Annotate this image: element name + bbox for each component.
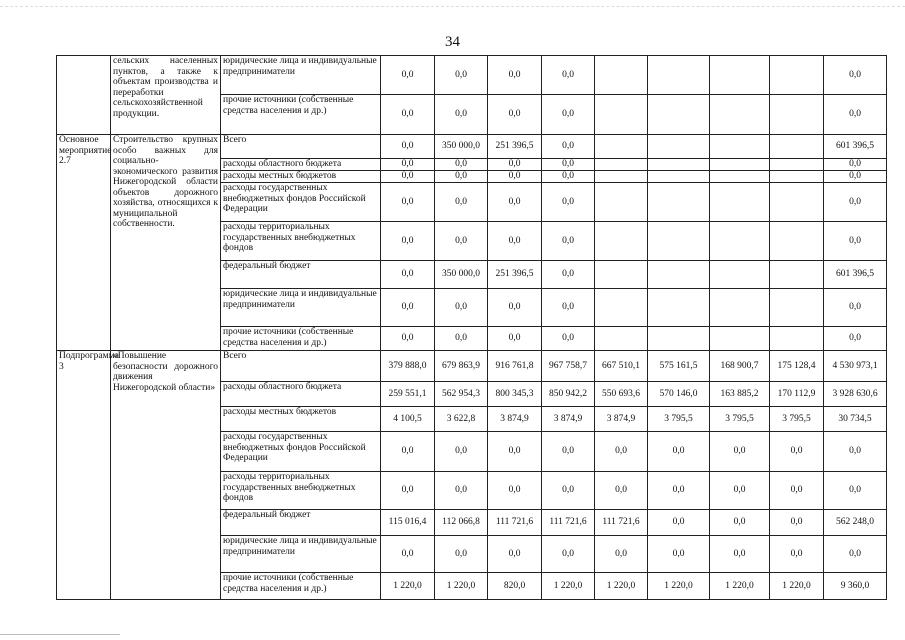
table-row bbox=[57, 351, 887, 382]
value-cell: 0,0 bbox=[648, 432, 710, 472]
value-cell: 0,0 bbox=[710, 472, 770, 510]
value-cell: 0,0 bbox=[710, 536, 770, 573]
value-cell bbox=[710, 327, 770, 351]
value-cell: 3 874,9 bbox=[488, 407, 542, 432]
funding-source-cell: юридические лица и индивидуальные предприниматели bbox=[221, 289, 381, 327]
funding-source-cell: расходы территориальных государственных внебюджетных фондов bbox=[221, 222, 381, 261]
value-cell: 0,0 bbox=[824, 222, 887, 261]
funding-source-cell: расходы местных бюджетов bbox=[221, 171, 381, 183]
value-cell bbox=[648, 171, 710, 183]
value-cell: 251 396,5 bbox=[488, 135, 542, 159]
value-cell: 0,0 bbox=[542, 95, 595, 135]
value-cell: 0,0 bbox=[435, 159, 488, 171]
value-cell: 570 146,0 bbox=[648, 382, 710, 407]
funding-source-cell: расходы областного бюджета bbox=[221, 382, 381, 407]
value-cell: 0,0 bbox=[435, 289, 488, 327]
value-cell: 1 220,0 bbox=[648, 573, 710, 600]
footer-line bbox=[0, 634, 120, 635]
value-cell: 0,0 bbox=[824, 159, 887, 171]
value-cell: 0,0 bbox=[542, 183, 595, 222]
value-cell: 0,0 bbox=[824, 432, 887, 472]
value-cell: 0,0 bbox=[435, 432, 488, 472]
value-cell: 0,0 bbox=[542, 171, 595, 183]
value-cell bbox=[770, 183, 824, 222]
value-cell: 350 000,0 bbox=[435, 135, 488, 159]
description-cell: сельских населенных пунктов, а также к объектам производства и переработки сельскохозяйственной продукции. bbox=[111, 56, 221, 135]
value-cell: 0,0 bbox=[542, 327, 595, 351]
value-cell: 0,0 bbox=[435, 183, 488, 222]
funding-source-cell: расходы государственных внебюджетных фондов Российской Федерации bbox=[221, 432, 381, 472]
value-cell: 575 161,5 bbox=[648, 351, 710, 382]
value-cell: 601 396,5 bbox=[824, 135, 887, 159]
value-cell: 0,0 bbox=[381, 289, 435, 327]
program-cell bbox=[57, 56, 111, 135]
value-cell: 820,0 bbox=[488, 573, 542, 600]
value-cell: 0,0 bbox=[435, 171, 488, 183]
value-cell: 1 220,0 bbox=[542, 573, 595, 600]
value-cell bbox=[648, 159, 710, 171]
funding-source-cell: расходы областного бюджета bbox=[221, 159, 381, 171]
value-cell bbox=[710, 135, 770, 159]
value-cell: 0,0 bbox=[824, 472, 887, 510]
value-cell bbox=[770, 95, 824, 135]
value-cell bbox=[648, 135, 710, 159]
value-cell: 0,0 bbox=[488, 432, 542, 472]
funding-source-cell: прочие источники (собственные средства населения и др.) bbox=[221, 95, 381, 135]
value-cell: 562 954,3 bbox=[435, 382, 488, 407]
value-cell: 115 016,4 bbox=[381, 510, 435, 536]
value-cell: 0,0 bbox=[824, 183, 887, 222]
value-cell: 0,0 bbox=[710, 432, 770, 472]
value-cell bbox=[710, 261, 770, 289]
value-cell bbox=[595, 95, 648, 135]
value-cell: 0,0 bbox=[542, 472, 595, 510]
table-row bbox=[57, 56, 887, 95]
value-cell bbox=[595, 56, 648, 95]
value-cell bbox=[648, 222, 710, 261]
value-cell: 967 758,7 bbox=[542, 351, 595, 382]
value-cell: 0,0 bbox=[824, 56, 887, 95]
value-cell: 3 928 630,6 bbox=[824, 382, 887, 407]
value-cell bbox=[770, 222, 824, 261]
value-cell: 0,0 bbox=[824, 171, 887, 183]
value-cell bbox=[710, 171, 770, 183]
value-cell: 679 863,9 bbox=[435, 351, 488, 382]
funding-source-cell: юридические лица и индивидуальные предприниматели bbox=[221, 56, 381, 95]
value-cell: 0,0 bbox=[648, 510, 710, 536]
value-cell: 9 360,0 bbox=[824, 573, 887, 600]
value-cell: 800 345,3 bbox=[488, 382, 542, 407]
value-cell: 0,0 bbox=[435, 327, 488, 351]
value-cell: 0,0 bbox=[381, 536, 435, 573]
value-cell: 3 795,5 bbox=[648, 407, 710, 432]
value-cell bbox=[770, 56, 824, 95]
value-cell: 0,0 bbox=[488, 222, 542, 261]
value-cell: 601 396,5 bbox=[824, 261, 887, 289]
value-cell: 0,0 bbox=[542, 432, 595, 472]
value-cell: 350 000,0 bbox=[435, 261, 488, 289]
value-cell: 0,0 bbox=[381, 95, 435, 135]
value-cell: 0,0 bbox=[381, 183, 435, 222]
value-cell: 0,0 bbox=[542, 56, 595, 95]
description-cell: «Повышение безопасности дорожного движения Нижегородской области» bbox=[111, 351, 221, 600]
value-cell bbox=[595, 135, 648, 159]
funding-source-cell: юридические лица и индивидуальные предприниматели bbox=[221, 536, 381, 573]
value-cell bbox=[595, 183, 648, 222]
value-cell bbox=[770, 171, 824, 183]
value-cell bbox=[770, 289, 824, 327]
value-cell: 0,0 bbox=[488, 56, 542, 95]
value-cell: 0,0 bbox=[648, 536, 710, 573]
value-cell: 0,0 bbox=[542, 261, 595, 289]
value-cell: 562 248,0 bbox=[824, 510, 887, 536]
value-cell: 0,0 bbox=[542, 159, 595, 171]
value-cell: 0,0 bbox=[488, 536, 542, 573]
value-cell: 3 874,9 bbox=[595, 407, 648, 432]
funding-source-cell: Всего bbox=[221, 135, 381, 159]
value-cell bbox=[648, 289, 710, 327]
value-cell: 0,0 bbox=[381, 432, 435, 472]
value-cell: 0,0 bbox=[542, 289, 595, 327]
value-cell: 111 721,6 bbox=[542, 510, 595, 536]
value-cell: 0,0 bbox=[595, 432, 648, 472]
budget-table bbox=[56, 55, 887, 600]
value-cell: 0,0 bbox=[648, 472, 710, 510]
value-cell: 0,0 bbox=[824, 536, 887, 573]
value-cell: 379 888,0 bbox=[381, 351, 435, 382]
value-cell: 0,0 bbox=[381, 327, 435, 351]
value-cell: 0,0 bbox=[381, 56, 435, 95]
value-cell bbox=[710, 56, 770, 95]
value-cell bbox=[595, 261, 648, 289]
value-cell: 111 721,6 bbox=[488, 510, 542, 536]
value-cell bbox=[595, 289, 648, 327]
value-cell: 0,0 bbox=[381, 171, 435, 183]
value-cell: 0,0 bbox=[488, 289, 542, 327]
value-cell bbox=[770, 261, 824, 289]
value-cell: 30 734,5 bbox=[824, 407, 887, 432]
funding-source-cell: федеральный бюджет bbox=[221, 261, 381, 289]
value-cell: 0,0 bbox=[488, 472, 542, 510]
value-cell: 0,0 bbox=[488, 183, 542, 222]
value-cell: 850 942,2 bbox=[542, 382, 595, 407]
program-cell: Подпрограмма 3 bbox=[57, 351, 111, 600]
value-cell: 170 112,9 bbox=[770, 382, 824, 407]
value-cell: 0,0 bbox=[710, 510, 770, 536]
value-cell: 0,0 bbox=[435, 222, 488, 261]
value-cell bbox=[595, 327, 648, 351]
value-cell: 0,0 bbox=[435, 56, 488, 95]
value-cell bbox=[595, 222, 648, 261]
value-cell: 0,0 bbox=[488, 95, 542, 135]
value-cell: 0,0 bbox=[770, 472, 824, 510]
value-cell: 3 874,9 bbox=[542, 407, 595, 432]
value-cell bbox=[710, 289, 770, 327]
value-cell: 0,0 bbox=[381, 159, 435, 171]
value-cell bbox=[648, 56, 710, 95]
funding-source-cell: федеральный бюджет bbox=[221, 510, 381, 536]
value-cell: 0,0 bbox=[770, 536, 824, 573]
value-cell: 4 100,5 bbox=[381, 407, 435, 432]
value-cell: 0,0 bbox=[542, 135, 595, 159]
value-cell: 0,0 bbox=[381, 472, 435, 510]
value-cell: 111 721,6 bbox=[595, 510, 648, 536]
value-cell bbox=[648, 95, 710, 135]
value-cell: 0,0 bbox=[542, 536, 595, 573]
value-cell: 1 220,0 bbox=[595, 573, 648, 600]
value-cell: 0,0 bbox=[488, 159, 542, 171]
value-cell bbox=[648, 327, 710, 351]
value-cell: 0,0 bbox=[595, 536, 648, 573]
value-cell: 0,0 bbox=[435, 536, 488, 573]
value-cell: 175 128,4 bbox=[770, 351, 824, 382]
value-cell: 667 510,1 bbox=[595, 351, 648, 382]
value-cell: 1 220,0 bbox=[435, 573, 488, 600]
value-cell bbox=[710, 95, 770, 135]
page-number: 34 bbox=[445, 34, 460, 50]
top-edge-line bbox=[0, 6, 905, 7]
value-cell: 4 530 973,1 bbox=[824, 351, 887, 382]
value-cell: 1 220,0 bbox=[381, 573, 435, 600]
value-cell: 916 761,8 bbox=[488, 351, 542, 382]
value-cell: 0,0 bbox=[770, 510, 824, 536]
funding-source-cell: расходы государственных внебюджетных фондов Российской Федерации bbox=[221, 183, 381, 222]
value-cell bbox=[770, 135, 824, 159]
value-cell bbox=[710, 159, 770, 171]
funding-source-cell: прочие источники (собственные средства населения и др.) bbox=[221, 573, 381, 600]
value-cell: 0,0 bbox=[381, 222, 435, 261]
funding-source-cell: прочие источники (собственные средства населения и др.) bbox=[221, 327, 381, 351]
value-cell bbox=[595, 171, 648, 183]
funding-source-cell: расходы территориальных государственных внебюджетных фондов bbox=[221, 472, 381, 510]
value-cell: 1 220,0 bbox=[710, 573, 770, 600]
value-cell: 550 693,6 bbox=[595, 382, 648, 407]
value-cell: 3 795,5 bbox=[710, 407, 770, 432]
value-cell: 0,0 bbox=[824, 95, 887, 135]
value-cell: 0,0 bbox=[824, 289, 887, 327]
value-cell: 0,0 bbox=[542, 222, 595, 261]
table-row bbox=[57, 135, 887, 159]
value-cell: 0,0 bbox=[435, 472, 488, 510]
value-cell: 0,0 bbox=[488, 171, 542, 183]
program-cell: Основное мероприятие 2.7 bbox=[57, 135, 111, 351]
description-cell: Строительство крупных особо важных для социально-экономического развития Нижегородской области объектов дорожного хозяйства, относящихся к муниципальной собственности. bbox=[111, 135, 221, 351]
value-cell: 0,0 bbox=[381, 135, 435, 159]
value-cell: 168 900,7 bbox=[710, 351, 770, 382]
value-cell: 251 396,5 bbox=[488, 261, 542, 289]
funding-source-cell: Всего bbox=[221, 351, 381, 382]
value-cell: 259 551,1 bbox=[381, 382, 435, 407]
value-cell bbox=[648, 183, 710, 222]
value-cell: 0,0 bbox=[381, 261, 435, 289]
funding-source-cell: расходы местных бюджетов bbox=[221, 407, 381, 432]
value-cell: 1 220,0 bbox=[770, 573, 824, 600]
value-cell: 0,0 bbox=[824, 327, 887, 351]
value-cell: 3 622,8 bbox=[435, 407, 488, 432]
value-cell bbox=[595, 159, 648, 171]
value-cell: 163 885,2 bbox=[710, 382, 770, 407]
value-cell bbox=[648, 261, 710, 289]
value-cell: 0,0 bbox=[595, 472, 648, 510]
value-cell: 0,0 bbox=[488, 327, 542, 351]
value-cell: 0,0 bbox=[435, 95, 488, 135]
value-cell bbox=[710, 222, 770, 261]
value-cell bbox=[770, 159, 824, 171]
value-cell bbox=[710, 183, 770, 222]
value-cell bbox=[770, 327, 824, 351]
value-cell: 3 795,5 bbox=[770, 407, 824, 432]
value-cell: 112 066,8 bbox=[435, 510, 488, 536]
value-cell: 0,0 bbox=[770, 432, 824, 472]
